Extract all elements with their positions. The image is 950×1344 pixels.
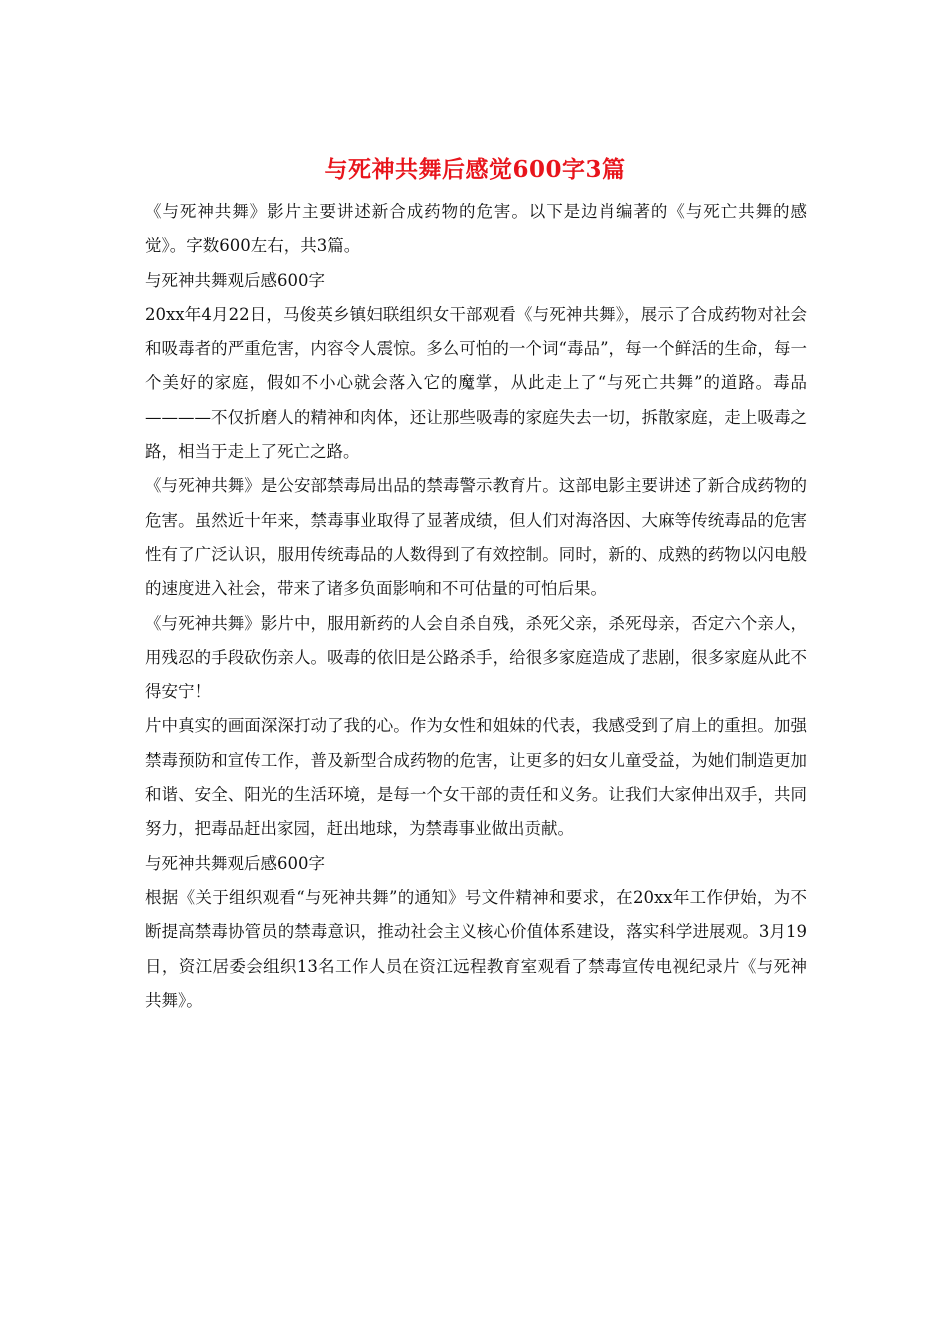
body-paragraph-2: 《与死神共舞》是公安部禁毒局出品的禁毒警示教育片。这部电影主要讲述了新合成药物的危害。虽然近十年来，禁毒事业取得了显著成绩，但人们对海洛因、大麻等传统毒品的危害性有了广泛认识，服用传统毒品的人数得到了有效控制。同时，新的、成熟的药物以闪电般的速度进入社会，带来了诸多负面影响和不可估量的可怕后果。 xyxy=(145,476,807,599)
intro-paragraph: 《与死神共舞》影片主要讲述新合成药物的危害。以下是边肖编著的《与死亡共舞的感觉》。字数600左右，共3篇。 xyxy=(145,202,807,256)
section-heading-2: 与死神共舞观后感600字 xyxy=(145,853,325,873)
document-title: 与死神共舞后感觉600字3篇 xyxy=(324,156,626,183)
body-paragraph-4: 片中真实的画面深深打动了我的心。作为女性和姐妹的代表，我感受到了肩上的重担。加强禁毒预防和宣传工作，普及新型合成药物的危害，让更多的妇女儿童受益，为她们制造更加和谐、安全、阳光的生活环境，是每一个女干部的责任和义务。让我们大家伸出双手，共同努力，把毒品赶出家园，赶出地球，为禁毒事业做出贡献。 xyxy=(145,716,807,839)
body-paragraph-5: 根据《关于组织观看“与死神共舞”的通知》号文件精神和要求，在20xx年工作伊始，为不断提高禁毒协管员的禁毒意识，推动社会主义核心价值体系建设，落实科学进展观。3月19日，资江居委会组织13名工作人员在资江远程教育室观看了禁毒宣传电视纪录片《与死神共舞》。 xyxy=(145,887,807,1010)
body-paragraph-1: 20xx年4月22日，马俊英乡镇妇联组织女干部观看《与死神共舞》，展示了合成药物对社会和吸毒者的严重危害，内容令人震惊。多么可怕的一个词“毒品”，每一个鲜活的生命，每一个美好的家庭，假如不小心就会落入它的魔掌，从此走上了“与死亡共舞”的道路。毒品————不仅折磨人的精神和肉体，还让那些吸毒的家庭失去一切，拆散家庭，走上吸毒之路，相当于走上了死亡之路。 xyxy=(145,304,807,462)
body-paragraph-3: 《与死神共舞》影片中，服用新药的人会自杀自残，杀死父亲，杀死母亲，否定六个亲人，用残忍的手段砍伤亲人。吸毒的依旧是公路杀手，给很多家庭造成了悲剧，很多家庭从此不得安宁！ xyxy=(145,613,807,702)
section-heading-1: 与死神共舞观后感600字 xyxy=(145,270,325,290)
document-body xyxy=(145,195,807,1018)
